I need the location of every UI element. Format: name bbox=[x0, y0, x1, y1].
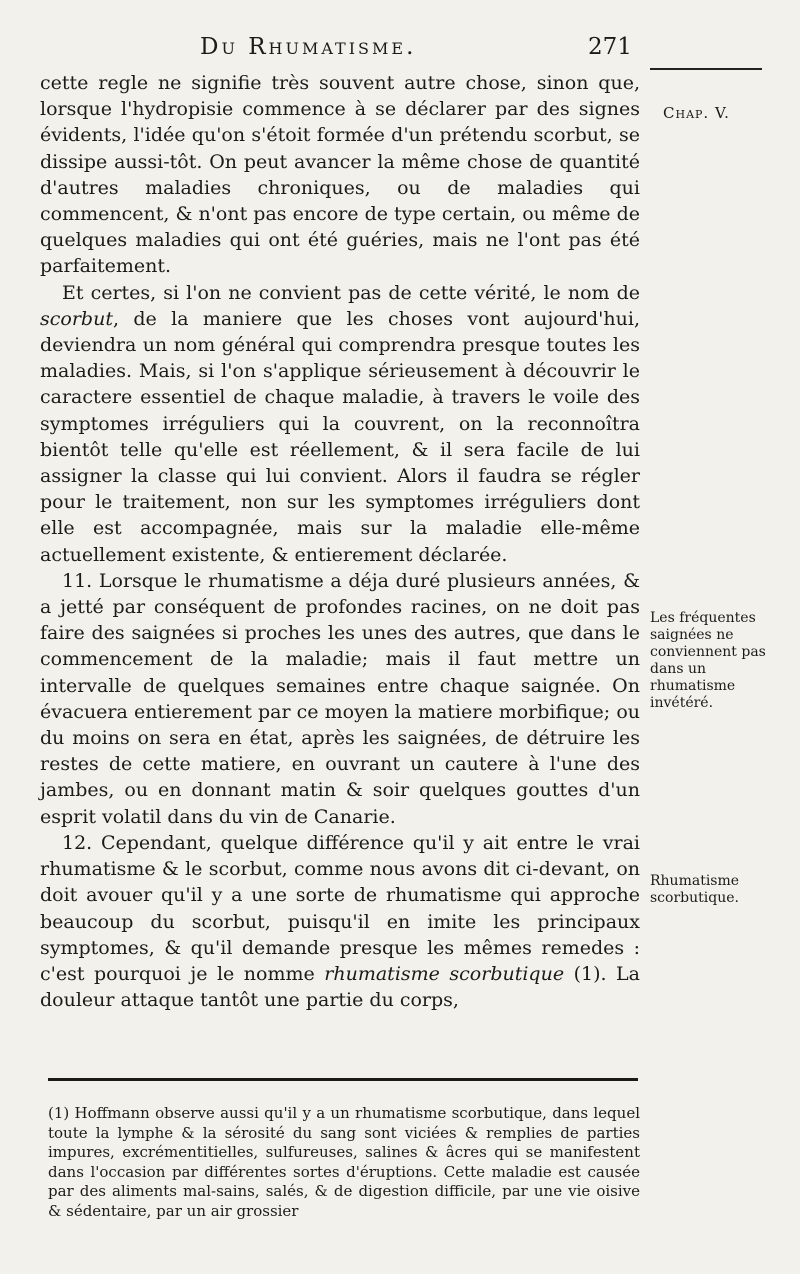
header-rule bbox=[650, 68, 762, 70]
chapter-label: Chap. V. bbox=[663, 104, 730, 122]
paragraph-12-part-b: (1). La douleur attaque tantôt une partie du corps, bbox=[40, 962, 641, 1012]
paragraph-2-part-b: , de la maniere que les choses vont aujourd'hui, deviendra un nom général qui comprendra presque toutes les maladies. Mais, si l'on s'applique sérieusement à découvrir le caractere essentiel de chaque maladie, à travers le voile des symptomes irréguliers qui la couvrent, on la reconnoîtra bientôt telle qu'elle est réellement, & il sera facile de lui assigner la classe qui lui convient. Alors il faudra se régler pour le traitement, non sur les symptomes irréguliers dont elle est accompagnée, mais sur la maladie elle-même actuellement existente, & entierement déclarée. bbox=[40, 307, 640, 566]
paragraph-11: 11. Lorsque le rhumatisme a déja duré plusieurs années, & a jetté par conséquent de profondes racines, on ne doit pas faire des saignées si proches les unes des autres, que dans le commencement de la maladie; mais il faut mettre un intervalle de quelques semaines entre chaque saignée. On évacuera entierement par ce moyen la matiere morbifique; ou du moins on sera en état, après les saignées, de détruire les restes de cette matiere, en ouvrant un cautere à l'une des jambes, ou en donnant matin & soir quelques gouttes d'un esprit volatil dans du vin de Canarie. bbox=[40, 569, 640, 828]
paragraph-2 bbox=[40, 280, 640, 568]
term-rhumatisme-scorbutique: rhumatisme scorbutique bbox=[324, 962, 565, 985]
footnote: (1) Hoffmann observe aussi qu'il y a un rhumatisme scorbutique, dans lequel toute la lymphe & la sérosité du sang sont viciées & remplies de parties impures, excrémentitielles, sulfureuses, salines & âcres qui se manifestent dans l'occasion par différentes sortes d'éruptions. Cette maladie est causée par des aliments mal-sains, salés, & de digestion difficile, par une vie oisive & sédentaire, par un air grossier bbox=[48, 1104, 640, 1220]
running-header-title: Du Rhumatisme. bbox=[200, 34, 417, 60]
footnote-rule bbox=[48, 1078, 638, 1081]
term-scorbut: scorbut bbox=[40, 307, 113, 330]
paragraph-2-part-a: Et certes, si l'on ne convient pas de cette vérité, le nom de bbox=[62, 281, 640, 304]
paragraph-12-part-a: 12. Cependant, quelque différence qu'il y ait entre le vrai rhumatisme & le scorbut, comme nous avons dit ci-devant, on doit avouer qu'il y a une sorte de rhumatisme qui approche beaucoup du scorbut, puisqu'il en imite les principaux symptomes, & qu'il demande presque les mêmes remedes : c'est pourquoi je le nomme bbox=[40, 831, 640, 985]
margin-note-rhumatisme-scorbutique: Rhumatisme scorbutique. bbox=[650, 873, 740, 906]
margin-note-saignees: Les fréquentes saignées ne conviennent pas dans un rhumatisme invétéré. bbox=[650, 610, 766, 711]
page-number: 271 bbox=[588, 34, 632, 60]
main-text bbox=[40, 70, 640, 1013]
paragraph-1: cette regle ne signifie très souvent autre chose, sinon que, lorsque l'hydropisie commence à se déclarer par des signes évidents, l'idée qu'on s'étoit formée d'un prétendu scorbut, se dissipe aussi-tôt. On peut avancer la même chose de quantité d'autres maladies chroniques, ou de maladies qui commencent, & n'ont pas encore de type certain, ou même de quelques maladies qui ont été guéries, mais ne l'ont pas été parfaitement. bbox=[40, 72, 640, 278]
paragraph-12 bbox=[40, 830, 640, 1013]
